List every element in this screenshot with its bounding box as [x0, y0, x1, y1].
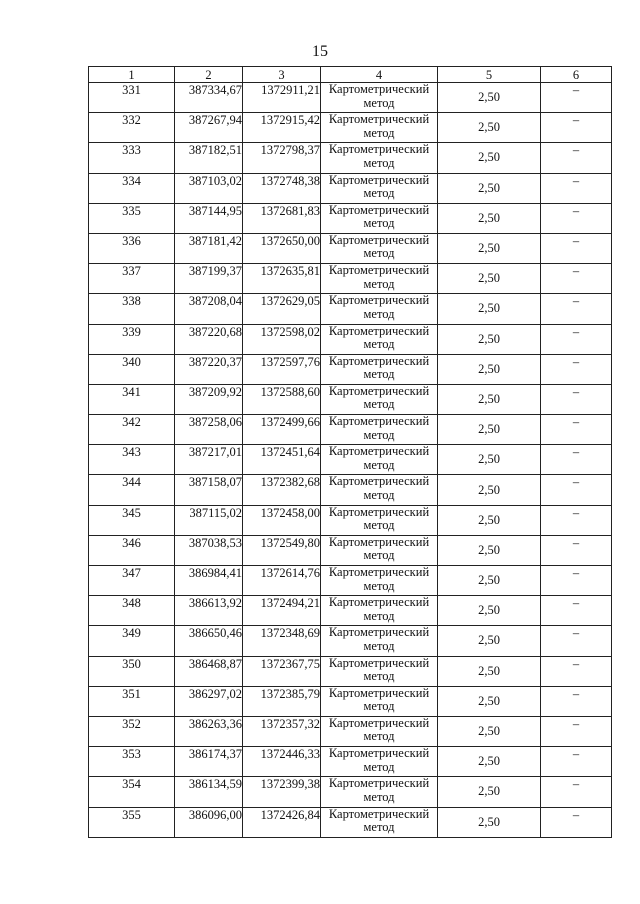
method-cell: Картометрический метод — [321, 113, 438, 143]
x-coordinate-cell: 387103,02 — [175, 173, 243, 203]
method-cell: Картометрический метод — [321, 173, 438, 203]
description-cell: – — [541, 264, 612, 294]
x-coordinate-cell: 387208,04 — [175, 294, 243, 324]
description-cell: – — [541, 566, 612, 596]
y-coordinate-cell: 1372458,00 — [243, 505, 321, 535]
table-row — [89, 475, 612, 505]
method-cell: Картометрический метод — [321, 596, 438, 626]
point-number-cell: 342 — [89, 415, 175, 445]
description-cell: – — [541, 626, 612, 656]
point-number-cell: 344 — [89, 475, 175, 505]
description-cell: – — [541, 777, 612, 807]
accuracy-cell: 2,50 — [438, 233, 541, 263]
column-header: 5 — [438, 67, 541, 83]
accuracy-cell: 2,50 — [438, 747, 541, 777]
table-row — [89, 354, 612, 384]
table-row — [89, 596, 612, 626]
method-cell: Картометрический метод — [321, 475, 438, 505]
description-cell: – — [541, 415, 612, 445]
table-row — [89, 505, 612, 535]
y-coordinate-cell: 1372598,02 — [243, 324, 321, 354]
description-cell: – — [541, 445, 612, 475]
point-number-cell: 340 — [89, 354, 175, 384]
point-number-cell: 354 — [89, 777, 175, 807]
x-coordinate-cell: 386468,87 — [175, 656, 243, 686]
y-coordinate-cell: 1372367,75 — [243, 656, 321, 686]
y-coordinate-cell: 1372798,37 — [243, 143, 321, 173]
x-coordinate-cell: 387144,95 — [175, 203, 243, 233]
x-coordinate-cell: 386984,41 — [175, 566, 243, 596]
description-cell: – — [541, 535, 612, 565]
method-cell: Картометрический метод — [321, 83, 438, 113]
point-number-cell: 331 — [89, 83, 175, 113]
method-cell: Картометрический метод — [321, 324, 438, 354]
description-cell: – — [541, 324, 612, 354]
point-number-cell: 347 — [89, 566, 175, 596]
point-number-cell: 348 — [89, 596, 175, 626]
accuracy-cell: 2,50 — [438, 716, 541, 746]
accuracy-cell: 2,50 — [438, 294, 541, 324]
point-number-cell: 335 — [89, 203, 175, 233]
point-number-cell: 351 — [89, 686, 175, 716]
y-coordinate-cell: 1372446,33 — [243, 747, 321, 777]
accuracy-cell: 2,50 — [438, 596, 541, 626]
description-cell: – — [541, 233, 612, 263]
method-cell: Картометрический метод — [321, 354, 438, 384]
point-number-cell: 343 — [89, 445, 175, 475]
method-cell: Картометрический метод — [321, 505, 438, 535]
table-row — [89, 324, 612, 354]
y-coordinate-cell: 1372681,83 — [243, 203, 321, 233]
y-coordinate-cell: 1372426,84 — [243, 807, 321, 837]
point-number-cell: 337 — [89, 264, 175, 294]
y-coordinate-cell: 1372915,42 — [243, 113, 321, 143]
table-row — [89, 384, 612, 414]
description-cell: – — [541, 686, 612, 716]
x-coordinate-cell: 386650,46 — [175, 626, 243, 656]
x-coordinate-cell: 387038,53 — [175, 535, 243, 565]
y-coordinate-cell: 1372385,79 — [243, 686, 321, 716]
table-row — [89, 626, 612, 656]
method-cell: Картометрический метод — [321, 656, 438, 686]
accuracy-cell: 2,50 — [438, 535, 541, 565]
x-coordinate-cell: 386297,02 — [175, 686, 243, 716]
table-row — [89, 173, 612, 203]
x-coordinate-cell: 386134,59 — [175, 777, 243, 807]
method-cell: Картометрический метод — [321, 747, 438, 777]
point-number-cell: 332 — [89, 113, 175, 143]
description-cell: – — [541, 203, 612, 233]
table-header-row — [89, 67, 612, 83]
point-number-cell: 338 — [89, 294, 175, 324]
x-coordinate-cell: 387199,37 — [175, 264, 243, 294]
coordinates-table — [88, 66, 612, 838]
description-cell: – — [541, 294, 612, 324]
description-cell: – — [541, 596, 612, 626]
y-coordinate-cell: 1372357,32 — [243, 716, 321, 746]
table-row — [89, 233, 612, 263]
description-cell: – — [541, 83, 612, 113]
accuracy-cell: 2,50 — [438, 626, 541, 656]
method-cell: Картометрический метод — [321, 807, 438, 837]
x-coordinate-cell: 387334,67 — [175, 83, 243, 113]
method-cell: Картометрический метод — [321, 384, 438, 414]
method-cell: Картометрический метод — [321, 264, 438, 294]
accuracy-cell: 2,50 — [438, 475, 541, 505]
method-cell: Картометрический метод — [321, 626, 438, 656]
description-cell: – — [541, 173, 612, 203]
description-cell: – — [541, 505, 612, 535]
y-coordinate-cell: 1372399,38 — [243, 777, 321, 807]
table-row — [89, 686, 612, 716]
description-cell: – — [541, 656, 612, 686]
column-header: 3 — [243, 67, 321, 83]
point-number-cell: 353 — [89, 747, 175, 777]
method-cell: Картометрический метод — [321, 143, 438, 173]
table-row — [89, 777, 612, 807]
x-coordinate-cell: 387115,02 — [175, 505, 243, 535]
column-header: 6 — [541, 67, 612, 83]
accuracy-cell: 2,50 — [438, 656, 541, 686]
table-row — [89, 203, 612, 233]
x-coordinate-cell: 387220,37 — [175, 354, 243, 384]
x-coordinate-cell: 387258,06 — [175, 415, 243, 445]
table-row — [89, 716, 612, 746]
table-row — [89, 113, 612, 143]
column-header: 4 — [321, 67, 438, 83]
table-row — [89, 566, 612, 596]
y-coordinate-cell: 1372748,38 — [243, 173, 321, 203]
y-coordinate-cell: 1372614,76 — [243, 566, 321, 596]
y-coordinate-cell: 1372911,21 — [243, 83, 321, 113]
table-row — [89, 807, 612, 837]
x-coordinate-cell: 387182,51 — [175, 143, 243, 173]
x-coordinate-cell: 387267,94 — [175, 113, 243, 143]
method-cell: Картометрический метод — [321, 686, 438, 716]
column-header: 1 — [89, 67, 175, 83]
table-row — [89, 83, 612, 113]
table-row — [89, 264, 612, 294]
table-row — [89, 445, 612, 475]
y-coordinate-cell: 1372635,81 — [243, 264, 321, 294]
description-cell: – — [541, 747, 612, 777]
column-header: 2 — [175, 67, 243, 83]
accuracy-cell: 2,50 — [438, 264, 541, 294]
point-number-cell: 339 — [89, 324, 175, 354]
method-cell: Картометрический метод — [321, 716, 438, 746]
y-coordinate-cell: 1372629,05 — [243, 294, 321, 324]
description-cell: – — [541, 384, 612, 414]
point-number-cell: 333 — [89, 143, 175, 173]
description-cell: – — [541, 354, 612, 384]
x-coordinate-cell: 387217,01 — [175, 445, 243, 475]
y-coordinate-cell: 1372348,69 — [243, 626, 321, 656]
accuracy-cell: 2,50 — [438, 777, 541, 807]
accuracy-cell: 2,50 — [438, 173, 541, 203]
y-coordinate-cell: 1372494,21 — [243, 596, 321, 626]
accuracy-cell: 2,50 — [438, 415, 541, 445]
point-number-cell: 341 — [89, 384, 175, 414]
x-coordinate-cell: 386613,92 — [175, 596, 243, 626]
accuracy-cell: 2,50 — [438, 113, 541, 143]
point-number-cell: 334 — [89, 173, 175, 203]
y-coordinate-cell: 1372650,00 — [243, 233, 321, 263]
method-cell: Картометрический метод — [321, 294, 438, 324]
y-coordinate-cell: 1372597,76 — [243, 354, 321, 384]
point-number-cell: 346 — [89, 535, 175, 565]
method-cell: Картометрический метод — [321, 233, 438, 263]
method-cell: Картометрический метод — [321, 777, 438, 807]
table-row — [89, 294, 612, 324]
description-cell: – — [541, 113, 612, 143]
x-coordinate-cell: 386263,36 — [175, 716, 243, 746]
description-cell: – — [541, 143, 612, 173]
point-number-cell: 349 — [89, 626, 175, 656]
y-coordinate-cell: 1372451,64 — [243, 445, 321, 475]
accuracy-cell: 2,50 — [438, 354, 541, 384]
y-coordinate-cell: 1372549,80 — [243, 535, 321, 565]
point-number-cell: 350 — [89, 656, 175, 686]
method-cell: Картометрический метод — [321, 415, 438, 445]
accuracy-cell: 2,50 — [438, 203, 541, 233]
x-coordinate-cell: 387209,92 — [175, 384, 243, 414]
description-cell: – — [541, 716, 612, 746]
x-coordinate-cell: 387181,42 — [175, 233, 243, 263]
y-coordinate-cell: 1372382,68 — [243, 475, 321, 505]
y-coordinate-cell: 1372499,66 — [243, 415, 321, 445]
y-coordinate-cell: 1372588,60 — [243, 384, 321, 414]
table-row — [89, 415, 612, 445]
method-cell: Картометрический метод — [321, 203, 438, 233]
point-number-cell: 336 — [89, 233, 175, 263]
table-body — [89, 83, 612, 838]
table-row — [89, 143, 612, 173]
table-row — [89, 747, 612, 777]
accuracy-cell: 2,50 — [438, 505, 541, 535]
accuracy-cell: 2,50 — [438, 384, 541, 414]
accuracy-cell: 2,50 — [438, 686, 541, 716]
accuracy-cell: 2,50 — [438, 566, 541, 596]
method-cell: Картометрический метод — [321, 445, 438, 475]
description-cell: – — [541, 475, 612, 505]
x-coordinate-cell: 387158,07 — [175, 475, 243, 505]
x-coordinate-cell: 386096,00 — [175, 807, 243, 837]
point-number-cell: 352 — [89, 716, 175, 746]
description-cell: – — [541, 807, 612, 837]
method-cell: Картометрический метод — [321, 535, 438, 565]
point-number-cell: 355 — [89, 807, 175, 837]
method-cell: Картометрический метод — [321, 566, 438, 596]
accuracy-cell: 2,50 — [438, 324, 541, 354]
accuracy-cell: 2,50 — [438, 143, 541, 173]
x-coordinate-cell: 387220,68 — [175, 324, 243, 354]
page-number: 15 — [312, 43, 328, 60]
table-row — [89, 656, 612, 686]
accuracy-cell: 2,50 — [438, 807, 541, 837]
x-coordinate-cell: 386174,37 — [175, 747, 243, 777]
table-row — [89, 535, 612, 565]
point-number-cell: 345 — [89, 505, 175, 535]
accuracy-cell: 2,50 — [438, 83, 541, 113]
accuracy-cell: 2,50 — [438, 445, 541, 475]
